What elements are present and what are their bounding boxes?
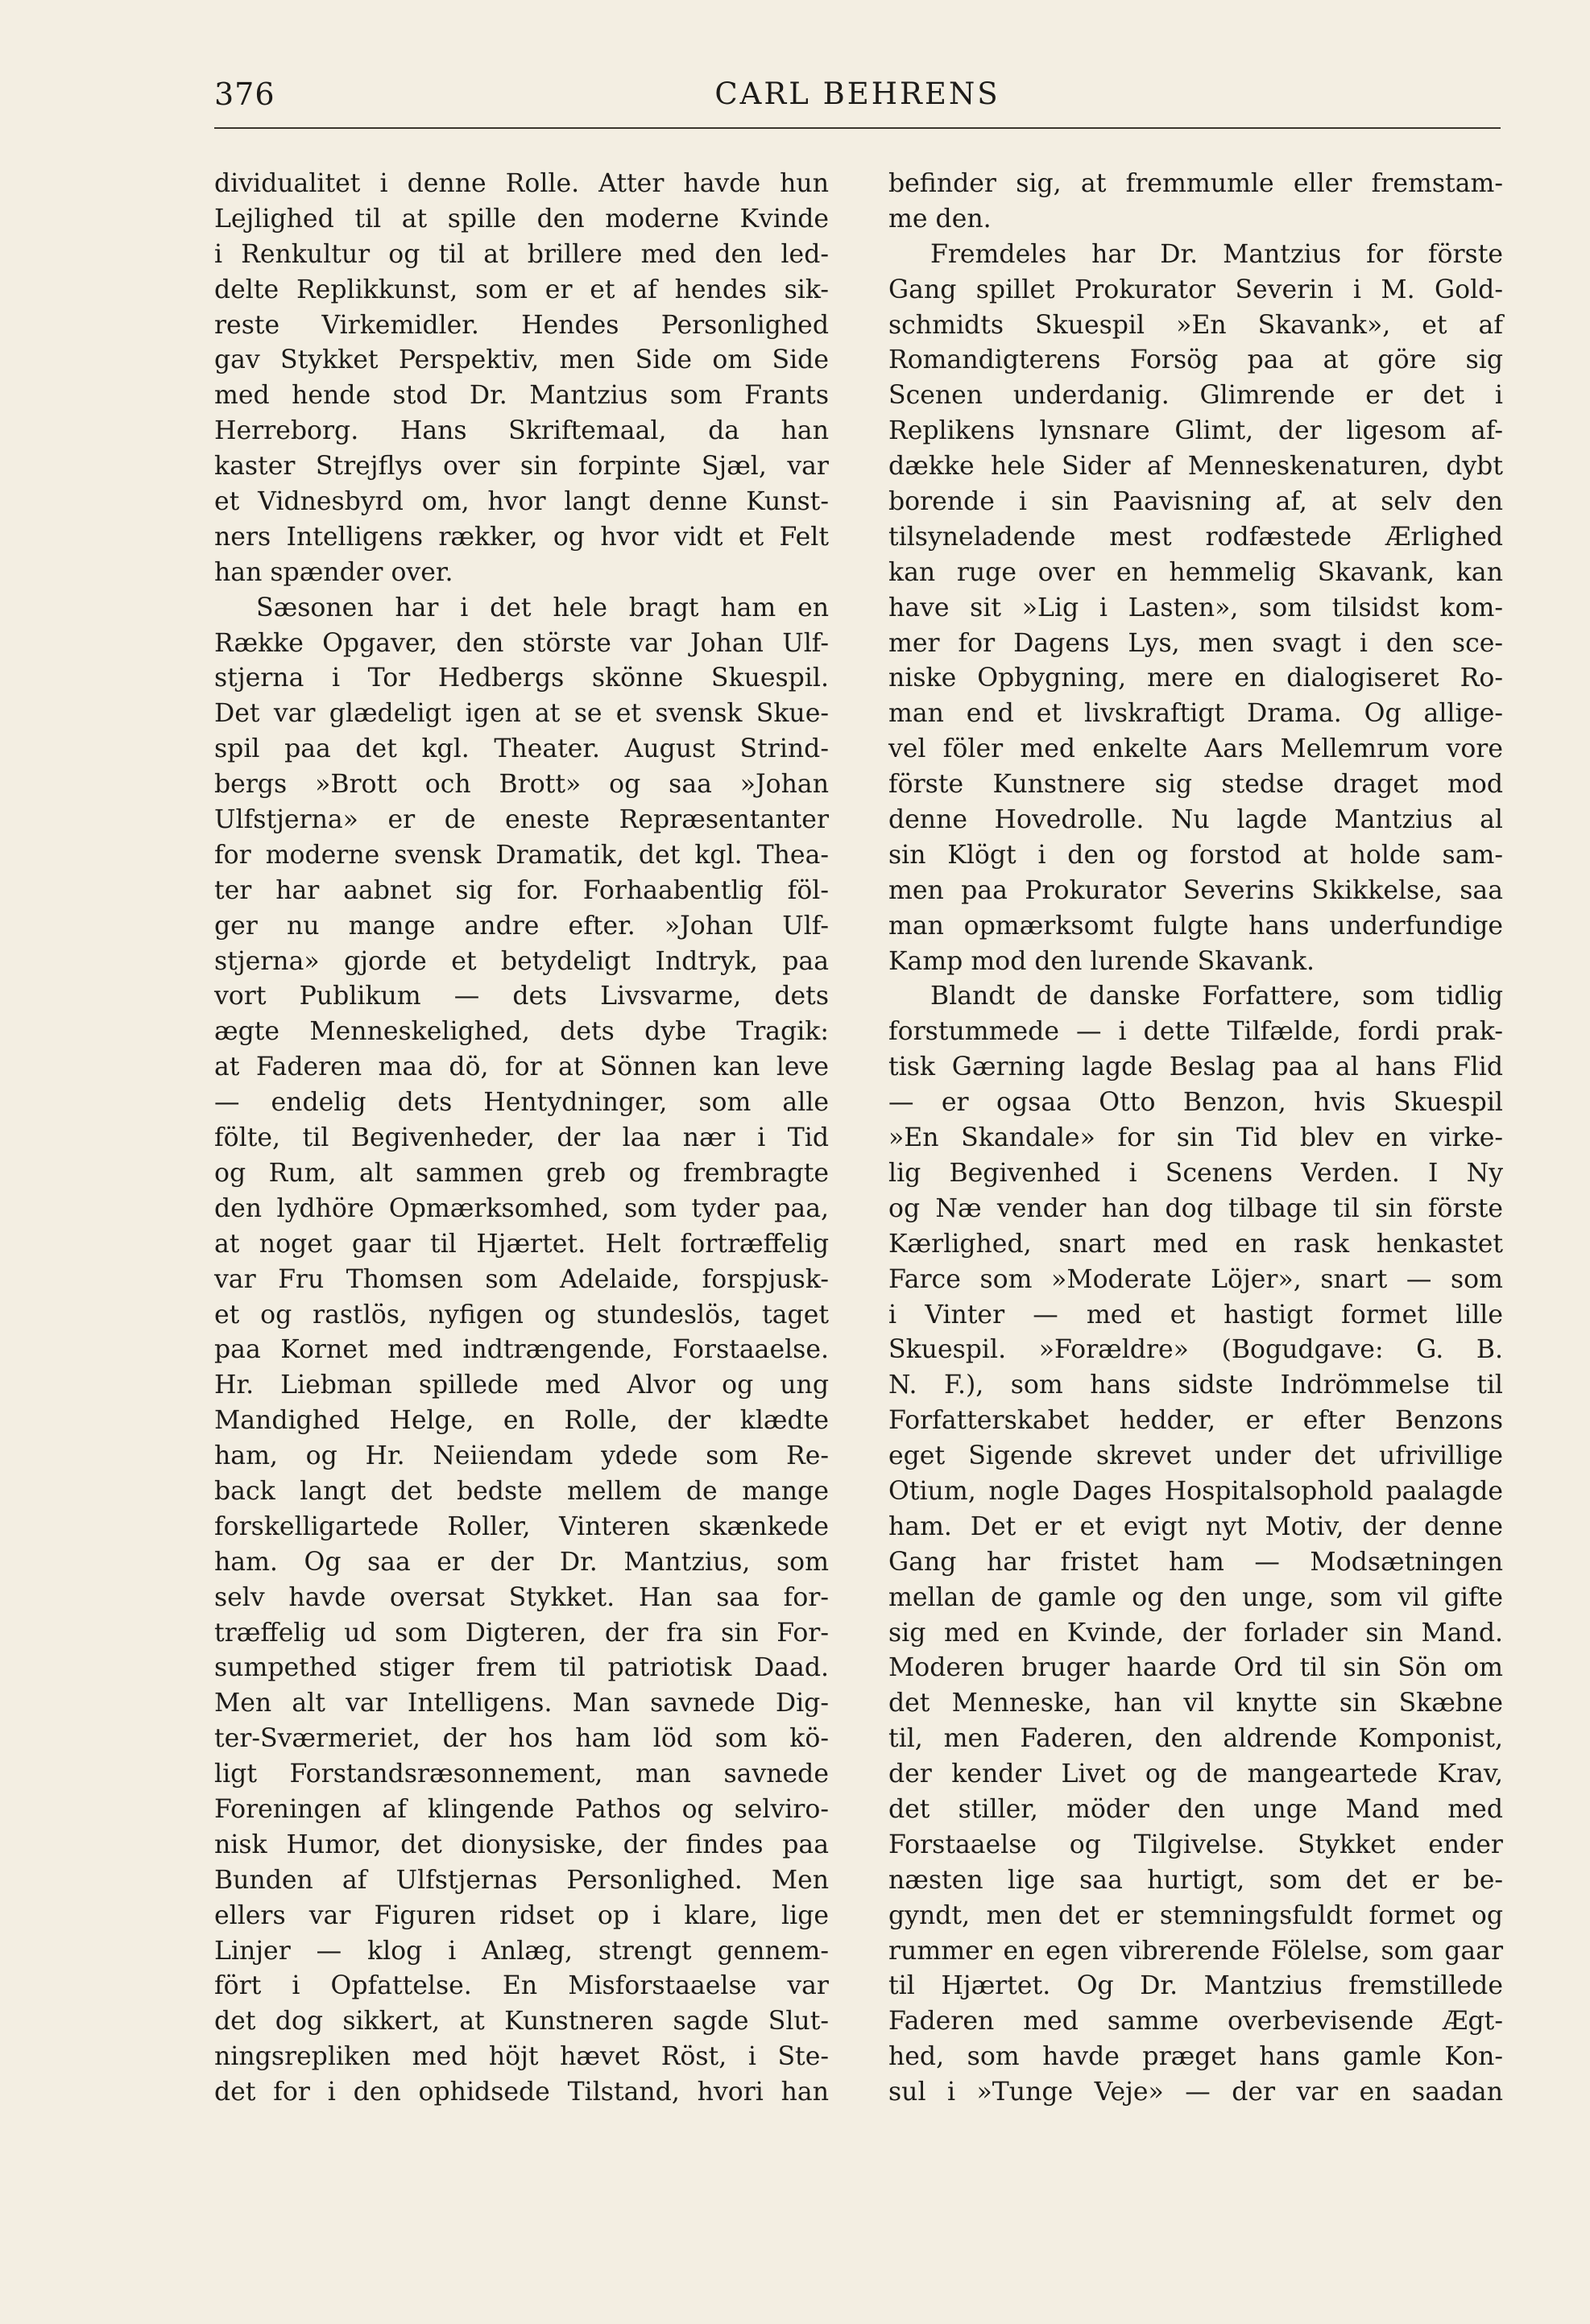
text-line: back langt det bedste mellem de mange: [214, 1476, 829, 1506]
text-line: til Hjærtet. Og Dr. Mantzius fremstillede: [888, 1971, 1503, 2001]
header-rule: [214, 127, 1501, 129]
text-line: ter har aabnet sig for. Forhaabentlig föl-: [214, 875, 829, 905]
text-line: et og rastlös, nyfigen og stundeslös, taget: [214, 1300, 829, 1329]
text-line: gyndt, men det er stemningsfuldt formet og: [888, 1900, 1503, 1930]
text-line: næsten lige saa hurtigt, som det er be-: [888, 1865, 1503, 1895]
text-line: og Næ vender han dog tilbage til sin förste: [888, 1193, 1503, 1223]
text-line: Række Opgaver, den störste var Johan Ulf-: [214, 628, 829, 658]
text-line: forstummede — i dette Tilfælde, fordi prak-: [888, 1017, 1503, 1047]
text-line: et Vidnesbyrd om, hvor langt denne Kunst-: [214, 487, 829, 517]
text-line: sul i »Tunge Veje» — der var en saadan: [888, 2078, 1503, 2107]
left-column: [214, 167, 829, 2111]
text-line: ligt Forstandsræsonnement, man savnede: [214, 1760, 829, 1789]
text-line: vort Publikum — dets Livsvarme, dets: [214, 982, 829, 1011]
text-line: det stiller, möder den unge Mand med: [888, 1794, 1503, 1824]
text-line: selv havde oversat Stykket. Han saa for-: [214, 1582, 829, 1612]
text-line: det for i den ophidsede Tilstand, hvori han: [214, 2078, 829, 2107]
text-line: denne Hovedrolle. Nu lagde Mantzius al: [888, 805, 1503, 835]
text-line: dække hele Sider af Menneskenaturen, dybt: [888, 452, 1503, 482]
text-line: delte Replikkunst, som er et af hendes sik-: [214, 275, 829, 304]
text-line: Mandighed Helge, en Rolle, der klædte: [214, 1406, 829, 1436]
text-line: borende i sin Paavisning af, at selv den: [888, 487, 1503, 517]
text-line: fört i Opfattelse. En Misforstaaelse var: [214, 1971, 829, 2001]
text-line: Kamp mod den lurende Skavank.: [888, 946, 1315, 976]
text-line: paa Kornet med indtrængende, Forstaaelse.: [214, 1335, 829, 1365]
text-line: ham, og Hr. Neiiendam ydede som Re-: [214, 1441, 829, 1471]
text-line: i Vinter — med et hastigt formet lille: [888, 1300, 1503, 1329]
text-line: mellan de gamle og den unge, som vil gifte: [888, 1582, 1503, 1612]
text-line: Men alt var Intelligens. Man savnede Dig-: [214, 1689, 829, 1718]
page-number: 376: [214, 77, 275, 112]
text-line: træffelig ud som Digteren, der fra sin For-: [214, 1618, 829, 1648]
text-line: — er ogsaa Otto Benzon, hvis Skuespil: [888, 1088, 1503, 1118]
text-line: Replikens lynsnare Glimt, der ligesom af-: [888, 416, 1503, 446]
text-line: schmidts Skuespil »En Skavank», et af: [888, 310, 1503, 340]
text-line: Farce som »Moderate Löjer», snart — som: [888, 1264, 1503, 1294]
running-title: CARL BEHRENS: [714, 77, 1000, 111]
text-line: fölte, til Begivenheder, der laa nær i Tid: [214, 1123, 829, 1153]
text-line: stjerna i Tor Hedbergs skönne Skuespil.: [214, 664, 829, 693]
text-line: Herreborg. Hans Skriftemaal, da han: [214, 416, 829, 446]
text-line: ners Intelligens rækker, og hvor vidt et Felt: [214, 522, 829, 552]
text-line: man opmærksomt fulgte hans underfundige: [888, 911, 1503, 941]
text-line: vel föler med enkelte Aars Mellemrum vore: [888, 734, 1503, 764]
text-line: lig Begivenhed i Scenens Verden. I Ny: [888, 1158, 1503, 1188]
text-line: Linjer — klog i Anlæg, strengt gennem-: [214, 1936, 829, 1966]
text-line: Sæsonen har i det hele bragt ham en: [256, 593, 829, 622]
text-line: förste Kunstnere sig stedse draget mod: [888, 770, 1503, 800]
text-line: reste Virkemidler. Hendes Personlighed: [214, 310, 829, 340]
text-line: Skuespil. »Forældre» (Bogudgave: G. B.: [888, 1335, 1503, 1365]
text-line: det dog sikkert, at Kunstneren sagde Slut-: [214, 2007, 829, 2037]
text-line: stjerna» gjorde et betydeligt Indtryk, paa: [214, 946, 829, 976]
text-line: Romandigterens Forsög paa at göre sig: [888, 345, 1503, 375]
text-line: sumpethed stiger frem til patriotisk Daad.: [214, 1653, 829, 1683]
text-line: man end et livskraftigt Drama. Og allige-: [888, 699, 1503, 729]
text-line: Foreningen af klingende Pathos og selviro-: [214, 1794, 829, 1824]
text-line: Gang har fristet ham — Modsætningen: [888, 1547, 1503, 1577]
text-line: sin Klögt i den og forstod at holde sam-: [888, 840, 1503, 870]
text-line: niske Opbygning, mere en dialogiseret Ro-: [888, 664, 1503, 693]
text-line: N. F.), som hans sidste Indrömmelse til: [888, 1371, 1503, 1400]
text-line: den lydhöre Opmærksomhed, som tyder paa,: [214, 1193, 829, 1223]
text-line: Lejlighed til at spille den moderne Kvinde: [214, 204, 829, 234]
text-line: at Faderen maa dö, for at Sönnen kan leve: [214, 1052, 829, 1082]
text-line: sig med en Kvinde, der forlader sin Mand.: [888, 1618, 1503, 1648]
text-line: Blandt de danske Forfattere, som tidlig: [930, 982, 1503, 1011]
text-line: Forstaaelse og Tilgivelse. Stykket ender: [888, 1830, 1503, 1859]
text-line: nisk Humor, det dionysiske, der findes paa: [214, 1830, 829, 1859]
text-line: Moderen bruger haarde Ord til sin Sön om: [888, 1653, 1503, 1683]
text-line: — endelig dets Hentydninger, som alle: [214, 1088, 829, 1118]
text-line: i Renkultur og til at brillere med den led-: [214, 239, 829, 269]
text-line: »En Skandale» for sin Tid blev en virke-: [888, 1123, 1503, 1153]
text-line: ger nu mange andre efter. »Johan Ulf-: [214, 911, 829, 941]
text-line: forskelligartede Roller, Vinteren skænkede: [214, 1511, 829, 1541]
text-line: kaster Strejflys over sin forpinte Sjæl, var: [214, 452, 829, 482]
text-line: dividualitet i denne Rolle. Atter havde hun: [214, 169, 829, 198]
text-line: Gang spillet Prokurator Severin i M. Gold-: [888, 275, 1503, 304]
text-line: me den.: [888, 204, 992, 234]
text-line: ellers var Figuren ridset op i klare, lige: [214, 1900, 829, 1930]
text-line: Det var glædeligt igen at se et svensk Skue-: [214, 699, 829, 729]
text-line: gav Stykket Perspektiv, men Side om Side: [214, 345, 829, 375]
text-line: spil paa det kgl. Theater. August Strind-: [214, 734, 829, 764]
text-line: mer for Dagens Lys, men svagt i den sce-: [888, 628, 1503, 658]
text-line: at noget gaar til Hjærtet. Helt fortræffelig: [214, 1229, 829, 1259]
right-column: [888, 167, 1503, 2111]
text-line: Scenen underdanig. Glimrende er det i: [888, 381, 1503, 411]
text-line: der kender Livet og de mangeartede Krav,: [888, 1760, 1503, 1789]
text-line: for moderne svensk Dramatik, det kgl. Thea-: [214, 840, 829, 870]
text-line: han spænder over.: [214, 557, 453, 587]
text-line: det Menneske, han vil knytte sin Skæbne: [888, 1689, 1503, 1718]
text-line: Hr. Liebman spillede med Alvor og ung: [214, 1371, 829, 1400]
text-line: eget Sigende skrevet under det ufrivillige: [888, 1441, 1503, 1471]
text-line: kan ruge over en hemmelig Skavank, kan: [888, 557, 1503, 587]
text-line: tisk Gærning lagde Beslag paa al hans Flid: [888, 1052, 1503, 1082]
text-line: ham. Det er et evigt nyt Motiv, der denne: [888, 1511, 1503, 1541]
text-line: Otium, nogle Dages Hospitalsophold paalagde: [888, 1476, 1503, 1506]
text-line: hed, som havde præget hans gamle Kon-: [888, 2042, 1503, 2072]
text-line: rummer en egen vibrerende Fölelse, som gaar: [888, 1936, 1503, 1966]
text-line: ægte Menneskelighed, dets dybe Tragik:: [214, 1017, 829, 1047]
text-line: tilsyneladende mest rodfæstede Ærlighed: [888, 522, 1503, 552]
text-line: befinder sig, at fremmumle eller fremstam-: [888, 169, 1503, 198]
text-line: Ulfstjerna» er de eneste Repræsentanter: [214, 805, 829, 835]
text-line: ham. Og saa er der Dr. Mantzius, som: [214, 1547, 829, 1577]
text-line: til, men Faderen, den aldrende Komponist,: [888, 1724, 1503, 1754]
text-line: Faderen med samme overbevisende Ægt-: [888, 2007, 1503, 2037]
text-line: og Rum, alt sammen greb og frembragte: [214, 1158, 829, 1188]
text-line: Kærlighed, snart med en rask henkastet: [888, 1229, 1503, 1259]
page-header: [214, 77, 1501, 125]
text-line: bergs »Brott och Brott» og saa »Johan: [214, 770, 829, 800]
text-line: med hende stod Dr. Mantzius som Frants: [214, 381, 829, 411]
text-line: Forfatterskabet hedder, er efter Benzons: [888, 1406, 1503, 1436]
text-line: men paa Prokurator Severins Skikkelse, saa: [888, 875, 1503, 905]
text-line: have sit »Lig i Lasten», som tilsidst kom-: [888, 593, 1503, 622]
text-line: ter-Sværmeriet, der hos ham löd som kö-: [214, 1724, 829, 1754]
text-line: ningsrepliken med höjt hævet Röst, i Ste-: [214, 2042, 829, 2072]
text-line: Bunden af Ulfstjernas Personlighed. Men: [214, 1865, 829, 1895]
text-line: Fremdeles har Dr. Mantzius for förste: [930, 239, 1503, 269]
text-line: var Fru Thomsen som Adelaide, forspjusk-: [214, 1264, 829, 1294]
